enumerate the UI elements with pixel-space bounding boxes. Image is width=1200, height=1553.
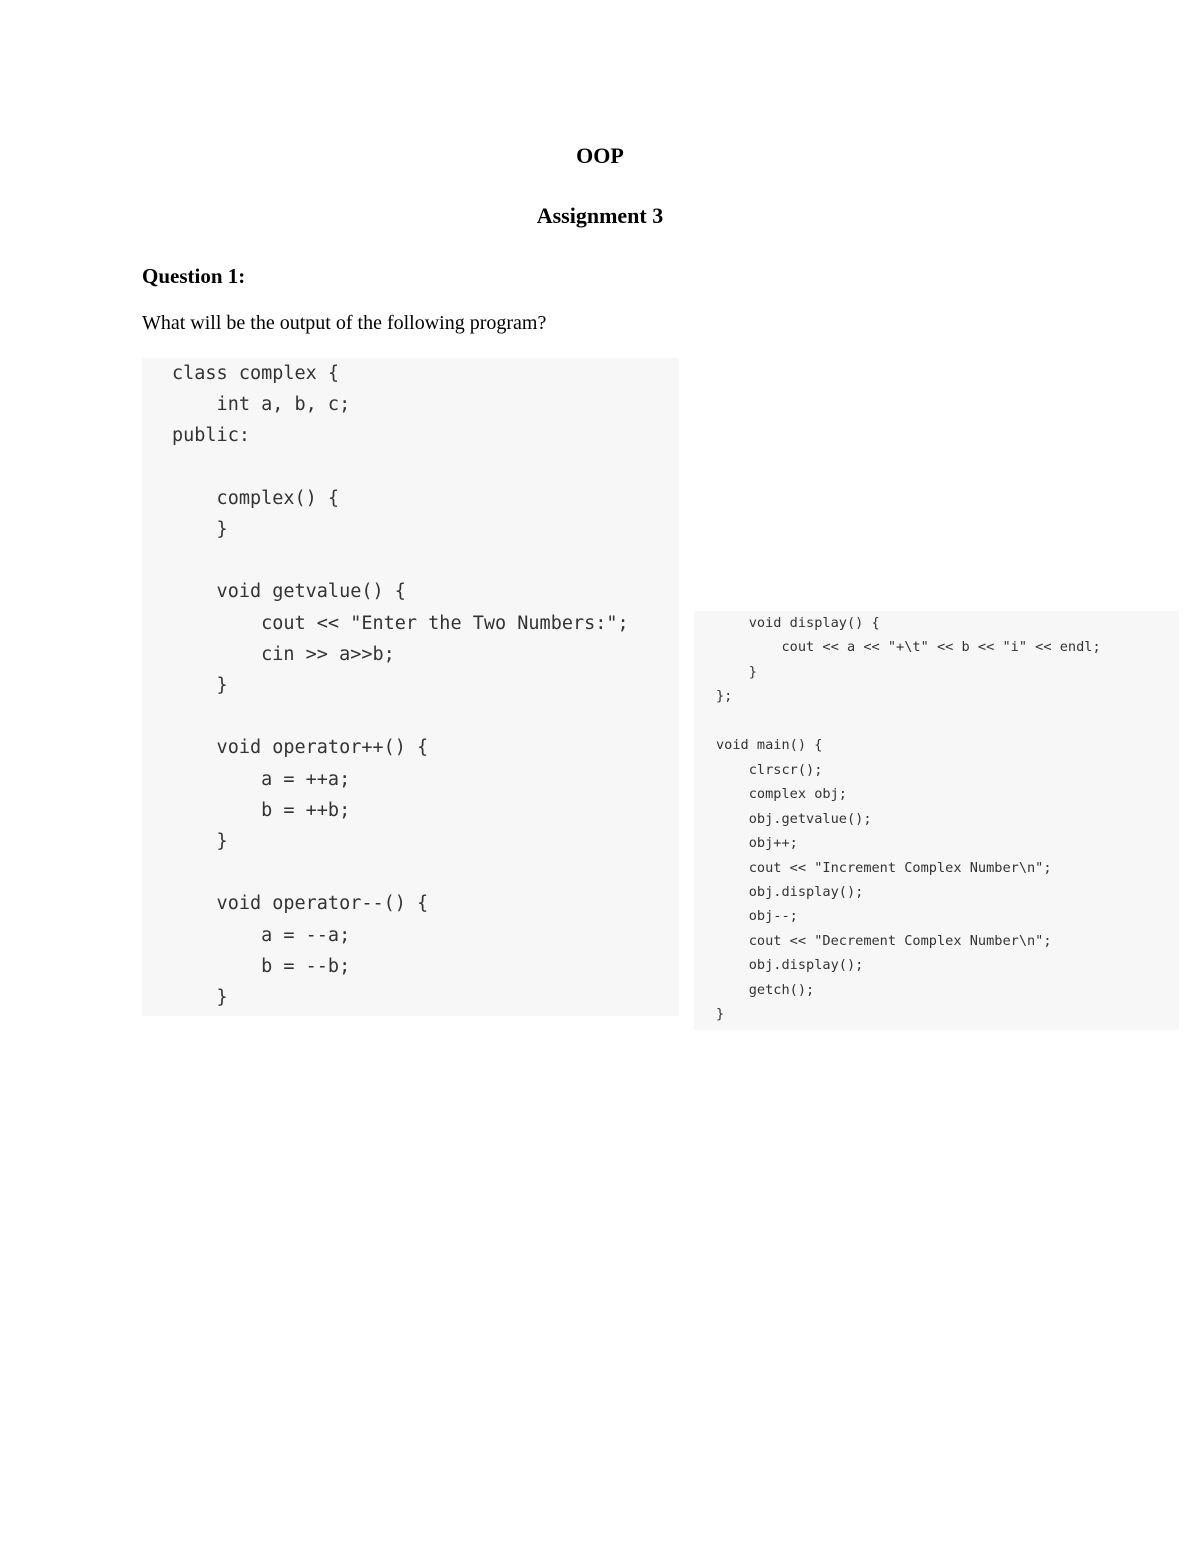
code-line: }	[172, 987, 228, 1009]
code-line: clrscr();	[716, 761, 823, 778]
code-line	[172, 545, 679, 576]
code-line: obj++;	[716, 835, 798, 852]
code-line: void operator--() {	[172, 893, 429, 915]
code-line: }	[172, 831, 228, 853]
code-line: void display() {	[716, 615, 880, 631]
code-line	[172, 701, 679, 732]
code-line: cin >> a>>b;	[172, 643, 395, 665]
code-line: void getvalue() {	[172, 581, 406, 603]
question-heading: Question 1:	[142, 264, 246, 288]
document-subtitle: Assignment 3	[536, 203, 664, 228]
code-line	[172, 857, 679, 888]
code-line: }	[172, 675, 228, 697]
code-line: a = ++a;	[172, 768, 351, 790]
code-line: complex obj;	[716, 786, 847, 803]
code-line: b = ++b;	[172, 799, 351, 821]
code-line: public:	[172, 425, 250, 447]
code-line: b = --b;	[172, 955, 351, 977]
code-line: void operator++() {	[172, 737, 429, 759]
code-line: getch();	[716, 981, 815, 998]
code-line: obj.display();	[716, 957, 864, 974]
question-text: What will be the output of the following program?	[142, 312, 547, 334]
code-line: cout << "Increment Complex Number\n";	[716, 859, 1052, 876]
document-title: OOP	[576, 143, 624, 168]
code-line: cout << "Enter the Two Numbers:";	[172, 612, 629, 634]
code-line: }	[716, 1006, 725, 1023]
code-line: complex() {	[172, 487, 340, 509]
code-line: }	[716, 663, 757, 680]
code-line	[716, 709, 1179, 733]
code-block-main-function	[694, 611, 1179, 1030]
code-line: void main() {	[716, 737, 823, 754]
code-line	[172, 452, 679, 483]
code-line: cout << a << "+\t" << b << "i" << endl;	[716, 639, 1101, 656]
code-line: };	[716, 688, 733, 705]
code-line: a = --a;	[172, 924, 351, 946]
code-line: int a, b, c;	[172, 394, 351, 416]
code-line: }	[172, 519, 228, 541]
code-line: obj.display();	[716, 883, 864, 900]
code-line: cout << "Decrement Complex Number\n";	[716, 932, 1052, 949]
code-line: obj--;	[716, 908, 798, 925]
code-line: class complex {	[172, 363, 340, 384]
code-line: obj.getvalue();	[716, 810, 872, 827]
code-block-class-definition	[142, 358, 679, 1016]
